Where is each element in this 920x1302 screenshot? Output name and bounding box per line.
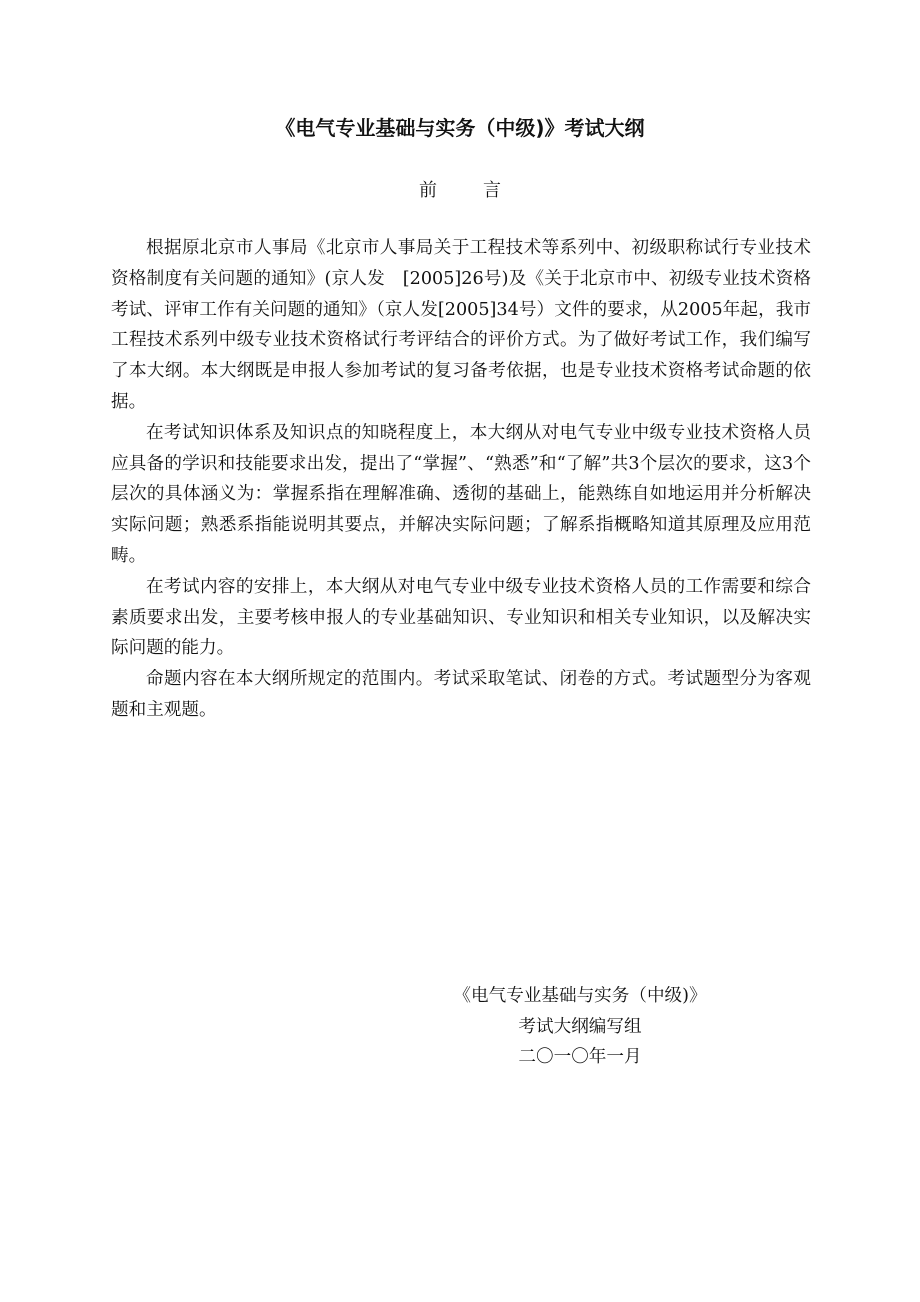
signature-document-name: 《电气专业基础与实务（中级)》 — [453, 986, 707, 1006]
preface-body — [111, 233, 811, 726]
preface-heading-char-1: 前 — [419, 180, 437, 201]
paragraph-basis: 根据原北京市人事局《北京市人事局关于工程技术等系列中、初级职称试行专业技术资格制度有关问题的通知》(京人发 [2005]26号)及《关于北京市中、初级专业技术资格考试、评审工作有关问题的通知》（京人发[2005]34号）文件的要求，从2005年起，我市工程技术系列中级专业技术资格试行考评结合的评价方式。为了做好考试工作，我们编写了本大纲。本大纲既是申报人参加考试的复习备考依据，也是专业技术资格考试命题的依据。 — [111, 238, 811, 412]
signature-block — [440, 981, 720, 1073]
preface-heading-char-2: 言 — [483, 180, 501, 201]
signature-author-group: 考试大纲编写组 — [518, 1016, 642, 1037]
paragraph-exam-format: 命题内容在本大纲所规定的范围内。考试采取笔试、闭卷的方式。考试题型分为客观题和主观题。 — [111, 669, 811, 720]
paragraph-knowledge-levels: 在考试知识体系及知识点的知晓程度上，本大纲从对电气专业中级专业技术资格人员应具备的学识和技能要求出发，提出了“掌握”、“熟悉”和“了解”共3个层次的要求，这3个层次的具体涵义为：掌握系指在理解准确、透彻的基础上，能熟练自如地运用并分析解决实际问题；熟悉系指能说明其要点，并解决实际问题；了解系指概略知道其原理及应用范畴。 — [111, 422, 811, 566]
document-title: 《电气专业基础与实务（中级)》考试大纲 — [275, 116, 645, 140]
signature-date: 二〇一〇年一月 — [518, 1047, 642, 1068]
paragraph-exam-content: 在考试内容的安排上，本大纲从对电气专业中级专业技术资格人员的工作需要和综合素质要求出发，主要考核申报人的专业基础知识、专业知识和相关专业知识，以及解决实际问题的能力。 — [111, 576, 811, 659]
preface-heading — [0, 177, 920, 205]
